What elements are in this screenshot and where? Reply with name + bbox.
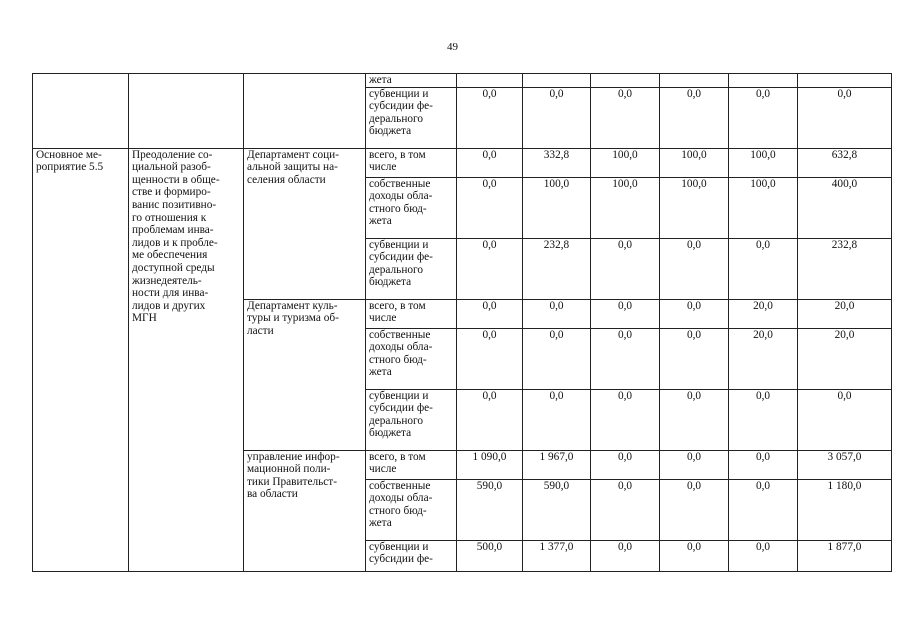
value-cell: 0,0 xyxy=(729,540,798,571)
value-cell: 20,0 xyxy=(729,299,798,328)
value-cell: 0,0 xyxy=(457,238,523,299)
value-cell: 1 967,0 xyxy=(523,450,591,479)
value-cell xyxy=(457,74,523,88)
funding-source-cell: собственные доходы обла- стного бюд- жета xyxy=(366,177,457,238)
value-cell: 0,0 xyxy=(729,87,798,148)
value-cell: 590,0 xyxy=(523,479,591,540)
value-cell: 1 877,0 xyxy=(798,540,892,571)
value-cell: 0,0 xyxy=(660,479,729,540)
value-cell: 0,0 xyxy=(729,450,798,479)
empty-cell xyxy=(129,74,244,149)
value-cell: 20,0 xyxy=(798,328,892,389)
value-cell: 0,0 xyxy=(591,299,660,328)
value-cell xyxy=(523,74,591,88)
department-cell: Департамент соци- альной защиты на- селения области xyxy=(244,148,366,299)
value-cell: 0,0 xyxy=(660,87,729,148)
value-cell: 0,0 xyxy=(523,299,591,328)
value-cell: 0,0 xyxy=(591,238,660,299)
value-cell: 0,0 xyxy=(457,87,523,148)
value-cell: 0,0 xyxy=(591,328,660,389)
table-row xyxy=(33,74,892,88)
funding-source-cell: субвенции и субсидии фе- дерального бюджета xyxy=(366,87,457,148)
value-cell: 0,0 xyxy=(660,328,729,389)
value-cell: 3 057,0 xyxy=(798,450,892,479)
department-cell: управление инфор- мационной поли- тики Правительст- ва области xyxy=(244,450,366,571)
value-cell: 1 377,0 xyxy=(523,540,591,571)
value-cell xyxy=(591,74,660,88)
value-cell: 332,8 xyxy=(523,148,591,177)
funding-source-cell: всего, в том числе xyxy=(366,148,457,177)
value-cell xyxy=(660,74,729,88)
value-cell: 590,0 xyxy=(457,479,523,540)
value-cell: 0,0 xyxy=(457,328,523,389)
value-cell: 632,8 xyxy=(798,148,892,177)
value-cell: 0,0 xyxy=(591,389,660,450)
value-cell xyxy=(729,74,798,88)
empty-cell xyxy=(244,74,366,149)
value-cell: 100,0 xyxy=(660,148,729,177)
value-cell: 0,0 xyxy=(591,479,660,540)
value-cell: 100,0 xyxy=(523,177,591,238)
value-cell: 0,0 xyxy=(457,177,523,238)
funding-source-cell: собственные доходы обла- стного бюд- жета xyxy=(366,479,457,540)
value-cell: 100,0 xyxy=(591,148,660,177)
value-cell: 100,0 xyxy=(729,148,798,177)
value-cell: 400,0 xyxy=(798,177,892,238)
value-cell: 100,0 xyxy=(660,177,729,238)
value-cell: 0,0 xyxy=(591,450,660,479)
value-cell: 0,0 xyxy=(798,87,892,148)
value-cell: 0,0 xyxy=(729,479,798,540)
activity-description-cell: Преодоление со- циальной разоб- щенности в обще- стве и формиро- ванис позитивно- го отношения к проблемам инва- лидов и к пробле- ме обеспечения доступной среды жизнедеятель- ности для инва- лидов и других МГН xyxy=(129,148,244,571)
value-cell: 0,0 xyxy=(798,389,892,450)
empty-cell xyxy=(33,74,129,149)
table-row xyxy=(33,148,892,177)
value-cell: 0,0 xyxy=(660,450,729,479)
budget-table xyxy=(32,73,892,572)
funding-source-cell: всего, в том числе xyxy=(366,450,457,479)
value-cell: 0,0 xyxy=(523,87,591,148)
value-cell: 100,0 xyxy=(591,177,660,238)
value-cell: 0,0 xyxy=(523,328,591,389)
value-cell: 232,8 xyxy=(523,238,591,299)
value-cell: 232,8 xyxy=(798,238,892,299)
value-cell: 20,0 xyxy=(798,299,892,328)
value-cell xyxy=(798,74,892,88)
value-cell: 20,0 xyxy=(729,328,798,389)
value-cell: 0,0 xyxy=(660,238,729,299)
value-cell: 0,0 xyxy=(457,299,523,328)
value-cell: 0,0 xyxy=(457,148,523,177)
value-cell: 0,0 xyxy=(660,299,729,328)
department-cell: Департамент куль- туры и туризма об- ласти xyxy=(244,299,366,450)
value-cell: 0,0 xyxy=(591,540,660,571)
value-cell: 1 180,0 xyxy=(798,479,892,540)
funding-source-cell: всего, в том числе xyxy=(366,299,457,328)
funding-source-cell: субвенции и субсидии фе- xyxy=(366,540,457,571)
funding-source-cell: собственные доходы обла- стного бюд- жета xyxy=(366,328,457,389)
value-cell: 100,0 xyxy=(729,177,798,238)
page-number: 49 xyxy=(447,41,458,53)
value-cell: 0,0 xyxy=(523,389,591,450)
funding-source-cell: жета xyxy=(366,74,457,88)
value-cell: 0,0 xyxy=(660,540,729,571)
value-cell: 0,0 xyxy=(457,389,523,450)
value-cell: 0,0 xyxy=(729,389,798,450)
main-activity-cell: Основное ме- роприятие 5.5 xyxy=(33,148,129,571)
value-cell: 0,0 xyxy=(591,87,660,148)
value-cell: 0,0 xyxy=(660,389,729,450)
funding-source-cell: субвенции и субсидии фе- дерального бюджета xyxy=(366,238,457,299)
value-cell: 1 090,0 xyxy=(457,450,523,479)
value-cell: 0,0 xyxy=(729,238,798,299)
funding-source-cell: субвенции и субсидии фе- дерального бюджета xyxy=(366,389,457,450)
value-cell: 500,0 xyxy=(457,540,523,571)
